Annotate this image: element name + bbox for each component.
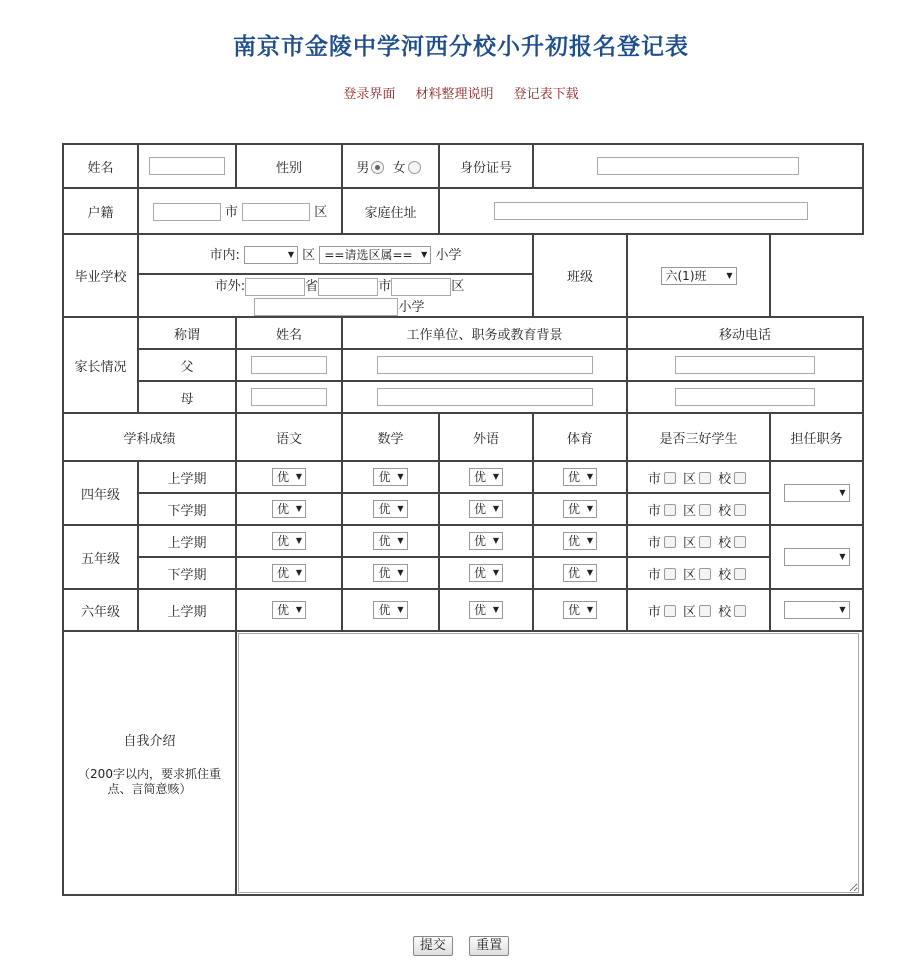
foreign-grade-select[interactable]: 优 ▼ xyxy=(469,532,503,550)
duty-select[interactable] xyxy=(784,548,850,566)
chevron-down-icon: ▼ xyxy=(586,605,593,614)
duty-select[interactable] xyxy=(784,601,850,619)
pe-grade-select[interactable]: 优 ▼ xyxy=(563,468,597,486)
district-unit-label: 区 xyxy=(314,204,328,220)
out-city-input[interactable] xyxy=(318,278,378,296)
city-unit-label: 市 xyxy=(378,279,392,294)
class-label: 班级 xyxy=(533,234,627,317)
chevron-down-icon: ▼ xyxy=(586,504,593,513)
table-row xyxy=(63,557,863,589)
chevron-down-icon: ▼ xyxy=(295,536,302,545)
foreign-grade-select[interactable]: 优 ▼ xyxy=(469,564,503,582)
honor-school-checkbox[interactable] xyxy=(734,568,746,580)
pe-grade-select[interactable]: 优 ▼ xyxy=(563,601,597,619)
chevron-down-icon: ▼ xyxy=(397,472,404,481)
name-label: 姓名 xyxy=(63,144,138,188)
subject-chinese: 语文 xyxy=(236,413,342,461)
chevron-down-icon: ▼ xyxy=(295,605,302,614)
primary-label: 小学 xyxy=(435,247,462,263)
primary-label: 小学 xyxy=(398,299,425,315)
class-select[interactable]: 六(1)班 ▼ xyxy=(661,267,737,285)
math-grade-select[interactable]: 优 ▼ xyxy=(373,532,407,550)
hukou-label: 户籍 xyxy=(63,188,138,234)
parents-label: 家长情况 xyxy=(63,317,138,413)
id-label: 身份证号 xyxy=(439,144,533,188)
grade5-label: 五年级 xyxy=(63,525,138,589)
chinese-grade-select[interactable]: 优 ▼ xyxy=(272,532,306,550)
chevron-down-icon: ▼ xyxy=(586,536,593,545)
pe-grade-select[interactable]: 优 ▼ xyxy=(563,532,597,550)
download-link[interactable]: 登记表下载 xyxy=(513,87,579,102)
male-label: 男 xyxy=(356,160,370,176)
province-unit-label: 省 xyxy=(305,279,319,294)
honor-city-checkbox[interactable] xyxy=(664,504,676,516)
math-grade-select[interactable]: 优 ▼ xyxy=(373,468,407,486)
foreign-grade-select[interactable]: 优 ▼ xyxy=(469,500,503,518)
honor-district-checkbox[interactable] xyxy=(699,536,711,548)
gender-options xyxy=(342,144,439,188)
out-school-input[interactable] xyxy=(254,298,398,316)
honor-col: 是否三好学生 xyxy=(627,413,770,461)
honor-school-checkbox[interactable] xyxy=(734,472,746,484)
chevron-down-icon: ▼ xyxy=(586,568,593,577)
district-select[interactable]: ==请选区属== ▼ xyxy=(319,246,431,264)
intro-cell xyxy=(63,631,236,895)
school-label: 毕业学校 xyxy=(63,234,138,317)
intro-textarea[interactable] xyxy=(238,633,859,893)
hukou-district-input[interactable] xyxy=(242,203,310,221)
honor-district-checkbox[interactable] xyxy=(699,472,711,484)
mother-phone-input[interactable] xyxy=(675,388,815,406)
honor-city-checkbox[interactable] xyxy=(664,568,676,580)
term-label: 上学期 xyxy=(138,589,236,631)
subject-foreign: 外语 xyxy=(439,413,533,461)
login-link[interactable]: 登录界面 xyxy=(343,87,396,102)
table-row xyxy=(63,493,863,525)
district-unit-label: 区 xyxy=(451,279,465,294)
father-name-input[interactable] xyxy=(251,356,327,374)
chevron-down-icon: ▼ xyxy=(397,504,404,513)
form-buttons xyxy=(0,936,922,956)
hukou-fields xyxy=(138,188,342,234)
term-label: 上学期 xyxy=(138,461,236,493)
chevron-down-icon: ▼ xyxy=(839,605,846,614)
mother-work-input[interactable] xyxy=(377,388,593,406)
honor-options: 市 区 校 xyxy=(627,493,770,525)
female-label: 女 xyxy=(392,160,406,176)
chevron-down-icon: ▼ xyxy=(726,270,733,280)
duty-col: 担任职务 xyxy=(770,413,863,461)
chevron-down-icon: ▼ xyxy=(839,488,846,497)
in-city-label: 市内: xyxy=(209,247,240,263)
col-phone: 移动电话 xyxy=(627,317,863,349)
province-input[interactable] xyxy=(245,278,305,296)
subject-pe: 体育 xyxy=(533,413,627,461)
chevron-down-icon: ▼ xyxy=(492,568,499,577)
female-radio[interactable] xyxy=(408,161,421,174)
school-in-city-row xyxy=(138,234,533,274)
chevron-down-icon: ▼ xyxy=(586,472,593,481)
father-label: 父 xyxy=(138,349,236,381)
honor-city-checkbox[interactable] xyxy=(664,536,676,548)
city-unit-label: 市 xyxy=(224,204,238,220)
page-title: 南京市金陵中学河西分校小升初报名登记表 xyxy=(233,33,689,60)
term-label: 上学期 xyxy=(138,525,236,557)
col-work: 工作单位、职务或教育背景 xyxy=(342,317,627,349)
grades-label: 学科成绩 xyxy=(63,413,236,461)
chevron-down-icon: ▼ xyxy=(397,568,404,577)
subject-math: 数学 xyxy=(342,413,439,461)
school-out-city-row xyxy=(138,274,533,317)
grade4-label: 四年级 xyxy=(63,461,138,525)
table-row xyxy=(63,461,863,493)
col-name: 姓名 xyxy=(236,317,342,349)
honor-options: 市 区 校 xyxy=(627,557,770,589)
chinese-grade-select[interactable]: 优 ▼ xyxy=(272,500,306,518)
chevron-down-icon: ▼ xyxy=(397,536,404,545)
foreign-grade-select[interactable]: 优 ▼ xyxy=(469,601,503,619)
in-city-school-select[interactable] xyxy=(244,246,298,264)
intro-label: 自我介绍 xyxy=(123,733,176,749)
math-grade-select[interactable]: 优 ▼ xyxy=(373,601,407,619)
honor-school-checkbox[interactable] xyxy=(734,536,746,548)
table-row xyxy=(63,525,863,557)
out-district-input[interactable] xyxy=(391,278,451,296)
chevron-down-icon: ▼ xyxy=(287,250,295,260)
term-label: 下学期 xyxy=(138,493,236,525)
chinese-grade-select[interactable]: 优 ▼ xyxy=(272,468,306,486)
hukou-city-input[interactable] xyxy=(153,203,221,221)
math-grade-select[interactable]: 优 ▼ xyxy=(373,564,407,582)
chevron-down-icon: ▼ xyxy=(421,250,428,260)
col-title: 称谓 xyxy=(138,317,236,349)
chevron-down-icon: ▼ xyxy=(295,504,302,513)
chinese-grade-select[interactable]: 优 ▼ xyxy=(272,601,306,619)
intro-hint: （200字以内，要求抓住重点、言简意赅） xyxy=(78,766,221,796)
chevron-down-icon: ▼ xyxy=(492,504,499,513)
chevron-down-icon: ▼ xyxy=(492,536,499,545)
honor-options: 市 区 校 xyxy=(627,461,770,493)
pe-grade-select[interactable]: 优 ▼ xyxy=(563,564,597,582)
duty-select[interactable] xyxy=(784,484,850,502)
chinese-grade-select[interactable]: 优 ▼ xyxy=(272,564,306,582)
district-unit-label: 区 xyxy=(302,247,316,263)
address-label: 家庭住址 xyxy=(342,188,439,234)
gender-label: 性别 xyxy=(236,144,342,188)
honor-district-checkbox[interactable] xyxy=(699,568,711,580)
mother-name-input[interactable] xyxy=(251,388,327,406)
chevron-down-icon: ▼ xyxy=(397,605,404,614)
chevron-down-icon: ▼ xyxy=(839,552,846,561)
chevron-down-icon: ▼ xyxy=(492,605,499,614)
grade6-label: 六年级 xyxy=(63,589,138,631)
registration-form xyxy=(62,143,864,896)
mother-label: 母 xyxy=(138,381,236,413)
foreign-grade-select[interactable]: 优 ▼ xyxy=(469,468,503,486)
honor-city-checkbox[interactable] xyxy=(664,605,676,617)
out-city-label: 市外: xyxy=(214,279,246,294)
honor-options: 市 区 校 xyxy=(627,525,770,557)
submit-button[interactable]: 提交 xyxy=(413,936,453,956)
materials-link[interactable]: 材料整理说明 xyxy=(415,87,494,102)
father-phone-input[interactable] xyxy=(675,356,815,374)
term-label: 下学期 xyxy=(138,557,236,589)
top-nav xyxy=(0,83,922,102)
chevron-down-icon: ▼ xyxy=(295,568,302,577)
honor-district-checkbox[interactable] xyxy=(699,605,711,617)
reset-button[interactable]: 重置 xyxy=(469,936,509,956)
male-radio[interactable] xyxy=(371,161,384,174)
honor-city-checkbox[interactable] xyxy=(664,472,676,484)
id-input[interactable] xyxy=(597,157,799,175)
honor-school-checkbox[interactable] xyxy=(734,504,746,516)
table-row xyxy=(63,589,863,631)
address-input[interactable] xyxy=(494,202,808,220)
honor-school-checkbox[interactable] xyxy=(734,605,746,617)
honor-options: 市 区 校 xyxy=(627,589,770,631)
honor-district-checkbox[interactable] xyxy=(699,504,711,516)
father-work-input[interactable] xyxy=(377,356,593,374)
pe-grade-select[interactable]: 优 ▼ xyxy=(563,500,597,518)
chevron-down-icon: ▼ xyxy=(492,472,499,481)
math-grade-select[interactable]: 优 ▼ xyxy=(373,500,407,518)
name-input[interactable] xyxy=(149,157,225,175)
chevron-down-icon: ▼ xyxy=(295,472,302,481)
